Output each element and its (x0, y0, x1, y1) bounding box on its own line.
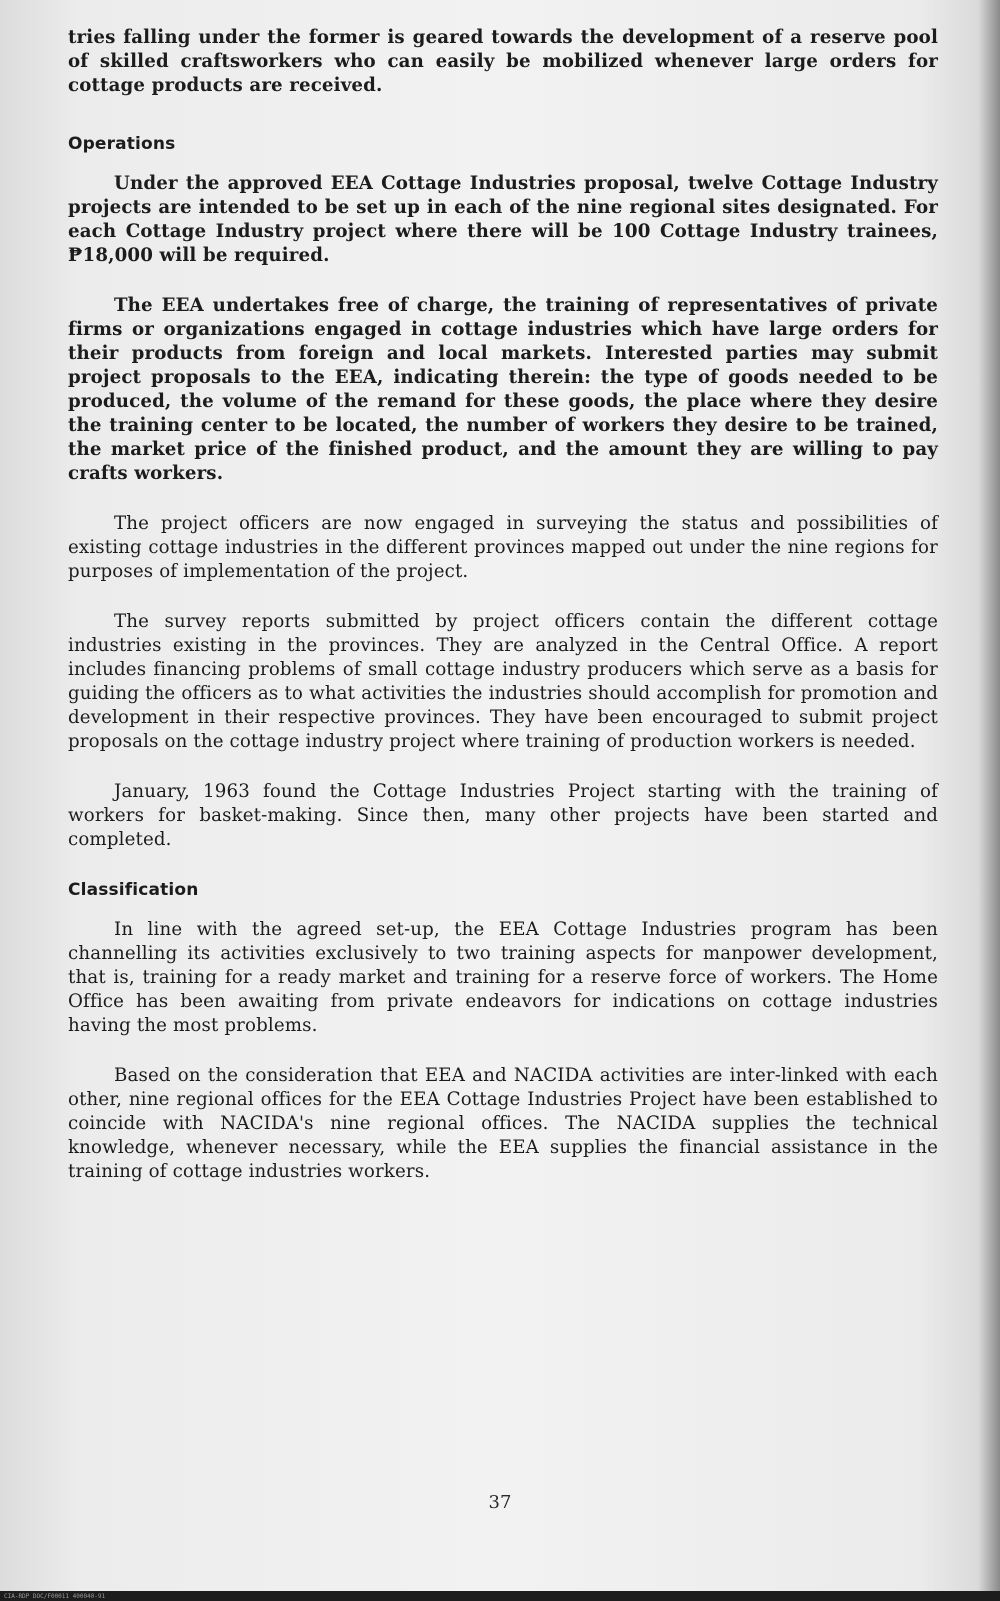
scan-footer-label: CIA-RDP DOC/F00011 400040-91 (4, 1593, 106, 1600)
paragraph-operations-2: The EEA undertakes free of charge, the training of representatives of private firms or organizations engaged in cottage industries which have large orders for their products from foreign and local markets. Interested parties may submit project proposals to the EEA, indicating therein: the type of goods needed to be produced, the volume of the remand for these goods, the place where they desire the training center to be located, the number of workers they desire to be trained, the market price of the finished product, and the amount they are willing to pay crafts workers. (68, 295, 938, 484)
scan-footer-strip (0, 1591, 1000, 1601)
paragraph-operations-3: The project officers are now engaged in surveying the status and possibilities of existing cottage industries in the different provinces mapped out under the nine regions for purposes of implementation of the project. (68, 513, 938, 582)
paragraph-operations-4: The survey reports submitted by project officers contain the different cottage industries existing in the provinces. They are analyzed in the Central Office. A report includes financing problems of small cottage industry producers which serve as a basis for guiding the officers as to what activities the industries should accomplish for promotion and development in their respective provinces. They have been encouraged to submit project proposals on the cottage industry project where training of production workers is needed. (68, 611, 938, 752)
paragraph-classification-1: In line with the agreed set-up, the EEA Cottage Industries program has been channelling its activities exclusively to two training aspects for manpower development, that is, training for a ready market and training for a reserve force of workers. The Home Office has been awaiting from private endeavors for indications on cottage industries having the most problems. (68, 919, 938, 1036)
paragraph-operations-1: Under the approved EEA Cottage Industries proposal, twelve Cottage Industry projects are intended to be set up in each of the nine regional sites designated. For each Cottage Industry project where there will be 100 Cottage Industry trainees, ₱18,000 will be required. (68, 173, 938, 266)
paragraph-classification-2: Based on the consideration that EEA and NACIDA activities are inter-linked with each other, nine regional offices for the EEA Cottage Industries Project have been established to coincide with NACIDA's nine regional offices. The NACIDA supplies the technical knowledge, whenever necessary, while the EEA supplies the financial assistance in the training of cottage industries workers. (68, 1065, 938, 1182)
page-edge-shadow (978, 0, 1000, 1601)
paragraph-operations-5: January, 1963 found the Cottage Industries Project starting with the training of workers for basket-making. Since then, many other projects have been started and completed. (68, 781, 938, 850)
opening-paragraph: tries falling under the former is geared towards the development of a reserve pool of skilled craftsworkers who can easily be mobilized whenever large orders for cottage products are received. (68, 27, 938, 96)
page-number: 37 (488, 1492, 512, 1513)
section-heading-classification: Classification (68, 880, 199, 900)
body-text (68, 26, 938, 1210)
section-heading-operations: Operations (68, 134, 176, 154)
